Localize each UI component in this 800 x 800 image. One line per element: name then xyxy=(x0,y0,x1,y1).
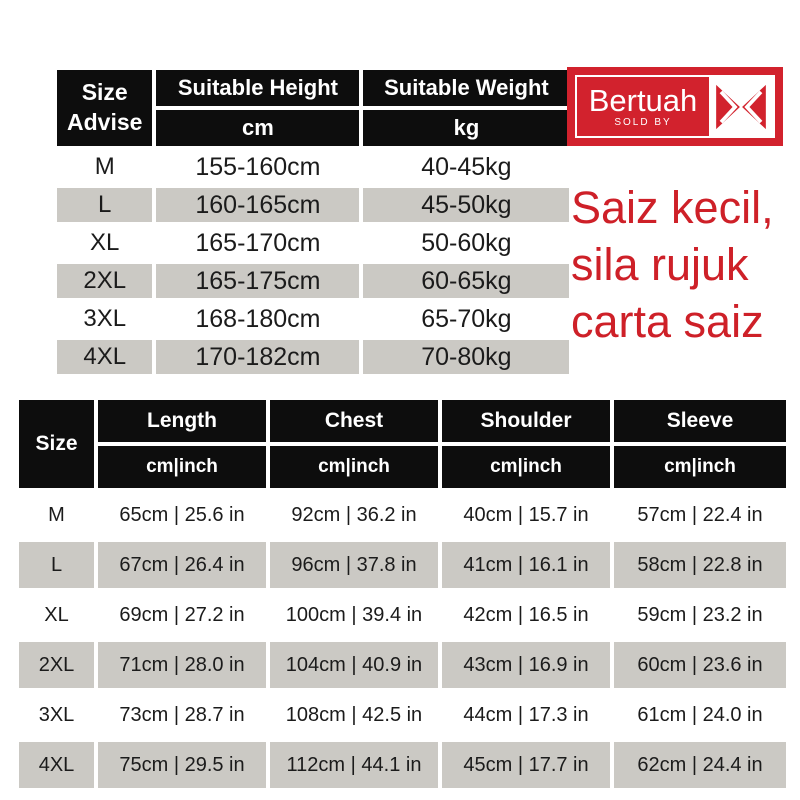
shoulder-cell: 43cm | 16.9 in xyxy=(442,642,610,688)
chest-cell: 92cm | 36.2 in xyxy=(270,492,438,538)
table-row xyxy=(57,264,569,298)
size-corner-header: Size xyxy=(19,400,94,488)
shoulder-cell: 40cm | 15.7 in xyxy=(442,492,610,538)
measurement-table xyxy=(15,396,790,792)
table-row xyxy=(57,188,569,222)
table-row xyxy=(57,340,569,374)
sleeve-cell: 61cm | 24.0 in xyxy=(614,692,786,738)
size-cell: 2XL xyxy=(57,264,152,298)
size-cell: M xyxy=(57,150,152,184)
table-row xyxy=(19,542,786,588)
length-unit-header: cm|inch xyxy=(98,446,266,488)
sleeve-cell: 57cm | 22.4 in xyxy=(614,492,786,538)
shoulder-cell: 42cm | 16.5 in xyxy=(442,592,610,638)
suitable-height-header: Suitable Height xyxy=(156,70,359,106)
chest-unit-header: cm|inch xyxy=(270,446,438,488)
shoulder-cell: 45cm | 17.7 in xyxy=(442,742,610,788)
height-cell: 165-170cm xyxy=(156,226,359,260)
weight-cell: 45-50kg xyxy=(363,188,569,222)
size-note-line: carta saiz xyxy=(571,296,764,347)
size-cell: L xyxy=(57,188,152,222)
size-advise-corner-header: Size Advise xyxy=(57,70,152,146)
chest-cell: 108cm | 42.5 in xyxy=(270,692,438,738)
sleeve-unit-header: cm|inch xyxy=(614,446,786,488)
table-row xyxy=(57,226,569,260)
table-row xyxy=(19,742,786,788)
size-cell: L xyxy=(19,542,94,588)
length-cell: 65cm | 25.6 in xyxy=(98,492,266,538)
size-cell: 3XL xyxy=(57,302,152,336)
height-unit-header: cm xyxy=(156,110,359,146)
shoulder-header: Shoulder xyxy=(442,400,610,442)
height-cell: 155-160cm xyxy=(156,150,359,184)
sold-by-label: SOLD BY xyxy=(614,117,672,128)
table-row xyxy=(19,492,786,538)
shoulder-cell: 41cm | 16.1 in xyxy=(442,542,610,588)
length-cell: 69cm | 27.2 in xyxy=(98,592,266,638)
size-note xyxy=(571,179,774,350)
weight-cell: 70-80kg xyxy=(363,340,569,374)
weight-cell: 40-45kg xyxy=(363,150,569,184)
size-advise-table xyxy=(53,66,573,378)
weight-cell: 50-60kg xyxy=(363,226,569,260)
height-cell: 160-165cm xyxy=(156,188,359,222)
length-cell: 71cm | 28.0 in xyxy=(98,642,266,688)
table-row xyxy=(19,592,786,638)
shoulder-cell: 44cm | 17.3 in xyxy=(442,692,610,738)
chest-cell: 104cm | 40.9 in xyxy=(270,642,438,688)
sleeve-cell: 62cm | 24.4 in xyxy=(614,742,786,788)
size-cell: 3XL xyxy=(19,692,94,738)
brand-name: Bertuah xyxy=(588,83,698,118)
sleeve-cell: 59cm | 23.2 in xyxy=(614,592,786,638)
size-note-line: Saiz kecil, xyxy=(571,182,774,233)
chest-header: Chest xyxy=(270,400,438,442)
chest-cell: 112cm | 44.1 in xyxy=(270,742,438,788)
seller-badge xyxy=(567,67,783,146)
size-cell: 4XL xyxy=(57,340,152,374)
height-cell: 168-180cm xyxy=(156,302,359,336)
chest-cell: 96cm | 37.8 in xyxy=(270,542,438,588)
size-cell: M xyxy=(19,492,94,538)
seller-badge-text xyxy=(577,77,709,136)
table-row xyxy=(57,150,569,184)
measurement-header-row xyxy=(19,400,786,442)
measurement-unit-row xyxy=(19,446,786,488)
sleeve-cell: 58cm | 22.8 in xyxy=(614,542,786,588)
size-cell: 4XL xyxy=(19,742,94,788)
shoulder-unit-header: cm|inch xyxy=(442,446,610,488)
weight-unit-header: kg xyxy=(363,110,569,146)
size-cell: XL xyxy=(57,226,152,260)
suitable-weight-header: Suitable Weight xyxy=(363,70,569,106)
size-note-line: sila rujuk xyxy=(571,239,749,290)
length-cell: 67cm | 26.4 in xyxy=(98,542,266,588)
seller-badge-frame xyxy=(575,75,775,138)
length-cell: 73cm | 28.7 in xyxy=(98,692,266,738)
size-cell: XL xyxy=(19,592,94,638)
weight-cell: 60-65kg xyxy=(363,264,569,298)
height-cell: 165-175cm xyxy=(156,264,359,298)
length-header: Length xyxy=(98,400,266,442)
height-cell: 170-182cm xyxy=(156,340,359,374)
chest-cell: 100cm | 39.4 in xyxy=(270,592,438,638)
length-cell: 75cm | 29.5 in xyxy=(98,742,266,788)
weight-cell: 65-70kg xyxy=(363,302,569,336)
sleeve-cell: 60cm | 23.6 in xyxy=(614,642,786,688)
table-row xyxy=(57,302,569,336)
table-row xyxy=(19,642,786,688)
size-advise-header-row xyxy=(57,70,569,106)
table-row xyxy=(19,692,786,738)
sleeve-header: Sleeve xyxy=(614,400,786,442)
size-cell: 2XL xyxy=(19,642,94,688)
bowtie-monogram-icon xyxy=(709,77,773,136)
